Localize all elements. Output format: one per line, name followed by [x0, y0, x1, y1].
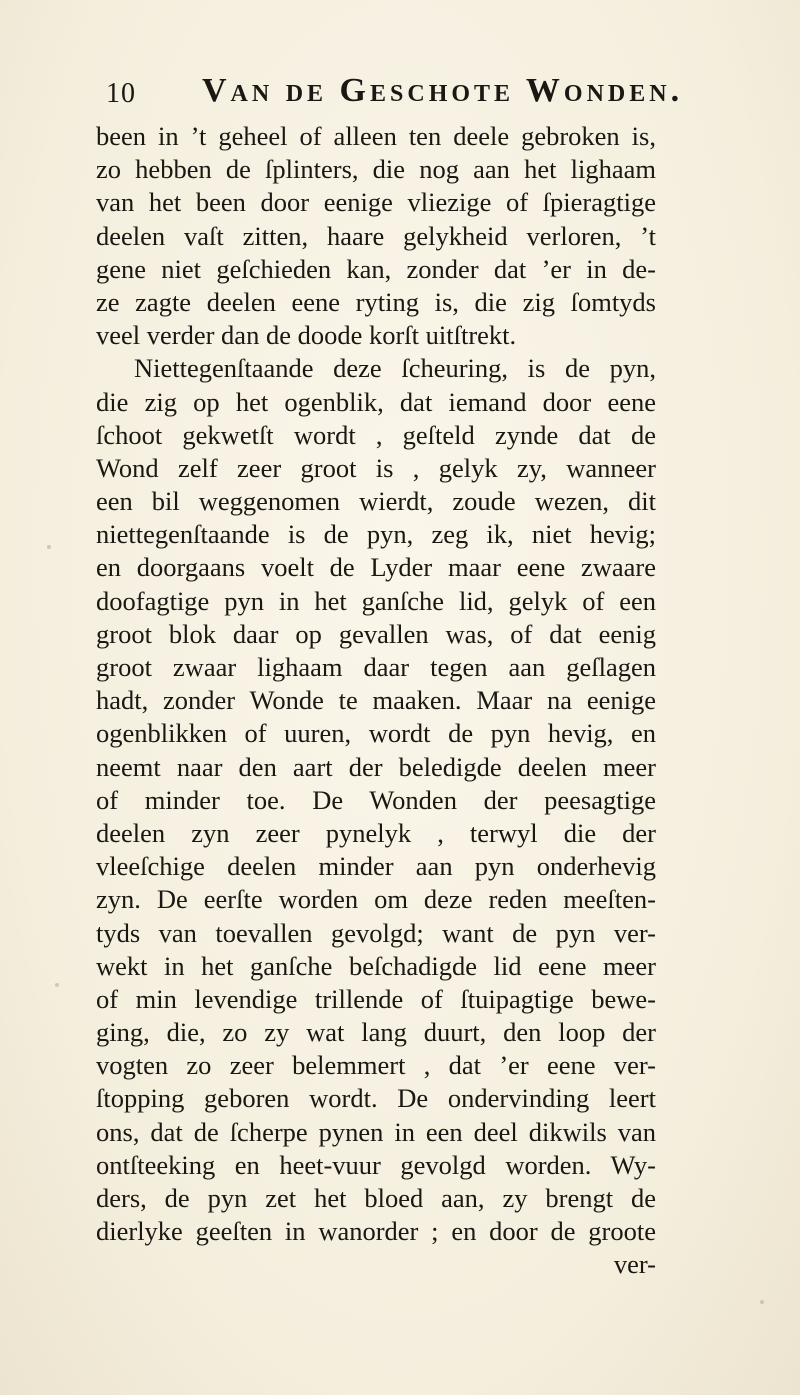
text-line: Wond zelf zeer groot is , gelyk zy, wanneer: [96, 452, 656, 483]
text-line: ontſteeking en heet-vuur gevolgd worden. Wy-: [96, 1149, 656, 1180]
text-line: groot blok daar op gevallen was, of dat eenig: [96, 618, 656, 649]
text-line: tyds van toevallen gevolgd; want de pyn ver-: [96, 917, 656, 948]
paragraph-start-line: Niettegenſtaande deze ſcheuring, is de pyn,: [134, 353, 656, 384]
text-line: hadt, zonder Wonde te maaken. Maar na eenige: [96, 685, 656, 716]
text-line: van het been door eenige vliezige of ſpieragtige: [96, 187, 656, 218]
text-line: vleeſchige deelen minder aan pyn onderhevig: [96, 851, 656, 882]
text-line: een bil weggenomen wierdt, zoude wezen, dit: [96, 486, 656, 517]
text-line: ſtopping geboren wordt. De ondervinding leert: [96, 1083, 656, 1114]
text-line: dierlyke geeſten in wanorder ; en door de groote: [96, 1216, 656, 1247]
text-line: die zig op het ogenblik, dat iemand door eene: [96, 386, 656, 417]
text-line: ogenblikken of uuren, wordt de pyn hevig, en: [96, 718, 656, 749]
text-line: ging, die, zo zy wat lang duurt, den loop der: [96, 1017, 656, 1048]
page-number: 10: [106, 78, 136, 109]
catchword: ver-: [613, 1249, 656, 1280]
text-line: ders, de pyn zet het bloed aan, zy brengt de: [96, 1183, 656, 1213]
text-line: ze zagte deelen eene ryting is, die zig ſomtyds: [96, 286, 656, 317]
text-line: ons, dat de ſcherpe pynen in een deel dikwils van: [96, 1116, 656, 1147]
text-line: deelen zyn zeer pynelyk , terwyl die der: [96, 817, 656, 848]
text-line: doofagtige pyn in het ganſche lid, gelyk of een: [96, 585, 656, 616]
running-title: Van de Geschote Wonden.: [202, 72, 684, 109]
text-line: zo hebben de ſplinters, die nog aan het lighaam: [96, 154, 656, 185]
text-line: niettegenſtaande is de pyn, zeg ik, niet hevig;: [96, 519, 656, 550]
text-line: neemt naar den aart der beledigde deelen meer: [96, 751, 656, 782]
paper-speck: [47, 545, 51, 549]
text-line: vogten zo zeer belemmert , dat ’er eene ver-: [96, 1050, 656, 1081]
text-line: been in ’t geheel of alleen ten deele gebroken is,: [96, 121, 656, 151]
text-line: of minder toe. De Wonden der peesagtige: [96, 784, 656, 815]
text-line: ſchoot gekwetſt wordt , geſteld zynde dat de: [96, 419, 656, 450]
text-line: veel verder dan de doode korſt uitſtrekt.: [96, 320, 517, 351]
text-line: groot zwaar lighaam daar tegen aan geſlagen: [96, 652, 656, 682]
page-header: [106, 66, 726, 116]
text-line: gene niet geſchieden kan, zonder dat ’er in de-: [96, 253, 656, 284]
text-line: deelen vaſt zitten, haare gelykheid verloren, ’t: [96, 220, 656, 251]
paper-speck: [55, 983, 59, 987]
paper-speck: [760, 1300, 764, 1304]
text-line: zyn. De eerſte worden om deze reden meeſten-: [96, 884, 656, 915]
text-line: of min levendige trillende of ſtuipagtige bewe-: [96, 983, 656, 1014]
text-line: wekt in het ganſche beſchadigde lid eene meer: [96, 950, 656, 981]
body-text: [96, 120, 656, 1282]
text-line: en doorgaans voelt de Lyder maar eene zwaare: [96, 552, 656, 583]
